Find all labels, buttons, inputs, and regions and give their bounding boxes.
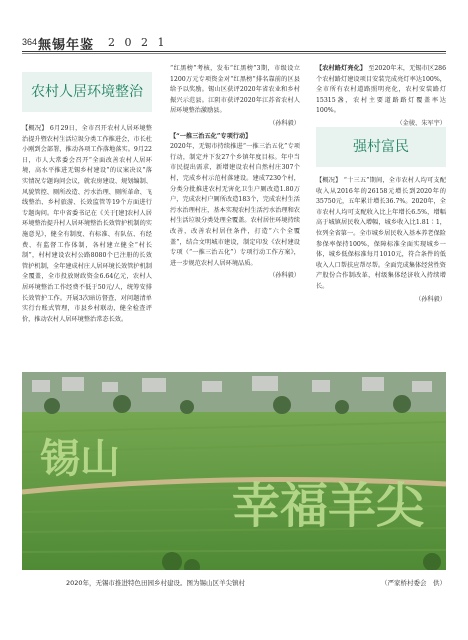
yearbook-year: 2 0 2 1 [108,36,168,49]
section2-source: （孙科毅） [269,272,300,280]
header-rule [22,51,446,52]
section4-source: （孙科毅） [415,295,446,303]
section2-heading: 【“一推三治五化”专项行动】 [170,132,252,140]
caption-credit: （严家桥村委会 供） [381,579,446,587]
section3-body: 至2020年末，无锡市区286个农村路灯建设项目安装完成亮灯率达100%，全市所有农村道路照明亮化，农村安装路灯15315盏，农村主要道路路灯覆盖率达100%。 [316,65,447,115]
column-1 [22,124,152,325]
section2-body: 2020年，无锡市持续推进“一推三治五化”专项行动，制定并下发27个乡镇年度目标。年中当市民提出需求，新增建设农村自然村庄307个村，完成乡村示范村落建设。建成7230个村，分类分批推进农村无害化卫生户厕改造1.80万户，完成农村户厕所改造183个，完成农村生活污水治理村庄，基本实现农村生活污水治理和农村生活垃圾分类处理全覆盖。农村居住环境持续改善，改善农村居住条件，打造“六个全覆盖”，结合文明城市建设，制定印发《农村建设专项（“一推三治五化”）专项行动工作方案》，进一步规范农村人居环境品质。 [170,143,300,267]
section-title-rural-environment: 农村人居环境整治 [22,72,152,112]
field-art-xishan: 锡山 [40,436,120,482]
header-rule-thin [22,53,446,54]
section2-intro: “红黑榜”考核，发布“红黑榜”3期，市级设立1200万元专项资金对“红黑榜”排名靠前的区县给予以奖励。锡山区获评2020年省农业和乡村振兴示范县。江阴市获评2020年江苏省农村人居环境整治激励县。 [170,65,300,115]
section1-body: 【概况】 6月29日，全市召开农村人居环境整治提升暨农村生活垃圾分类工作推进会，市长杜小刚到会部署，推动各项工作落地落实。9月22日，市人大常委会召开“全面改善农村人居环境，高水平推进无锡乡村建设”的议案决议”落实情况专题询问会议，就农房建设、规划编制、风貌管控、厕所改造、污水治理、厕所革命、飞线整治、乡村旅游、长效监管等19个方面进行专题询问。年中省委书记在《关于[建]农村人居环境整治提升村人居环境整治长效管护机制的实施意见》，健全有制度、有标准、有队伍、有经费、有监督工作体制，各村建立健全“村长制”，村村建设农村公路8080个已注册的长效管护机制，全年建成村庄人居环境长效管护机制全覆盖，全市投放财政资金6.64亿元，农村人居环境整治工作经费不低于50元/人，统筹安排长效管护工作。开展3次暗访督查，对问题清单实行台账式管理，市县乡村联动，健全检查评价，推动农村人居环境整治常态长效。 [22,125,152,323]
column-3-lower [316,176,446,305]
yearbook-title: 無锡年鉴 [38,38,95,53]
section3-heading: 【农村路灯亮化】 [316,65,367,72]
caption-text: 2020年，无锡市推进特色田园乡村建设。图为锡山区羊尖镇村 [66,579,246,587]
aerial-field-illustration [22,372,446,570]
section3-source: （金骏、朱军宇） [396,119,446,127]
aerial-field-photo [22,372,446,570]
page-header [22,34,446,52]
column-3 [316,64,446,130]
field-art-yangjian: 幸福羊尖 [232,478,425,534]
section4-body: 【概况】 “十三五”期间，全市农村人均可支配收入从2016年的26158元增长到2020年的35750元，五年累计增长36.7%。2020年，全市农村人均可支配收入比上年增长6.5%，增幅高于城镇居民收入增幅，城乡收入比1.81∶1，位列全省第一。全市城乡居民收入基本养老保险参保率保持100%，保障标准全面实现城乡一体，城乡低保标准每月1010元，符合条件的低收入人口帮扶应帮尽帮。全面完成集体经营性资产股份合作制改革，村级集体经济收入持续增长。 [316,177,446,290]
column-2 [170,64,300,282]
section2-intro-source: （孙科毅） [269,119,300,127]
section-title-prosperity: 强村富民 [316,127,446,167]
page-number: 364 [22,37,38,47]
